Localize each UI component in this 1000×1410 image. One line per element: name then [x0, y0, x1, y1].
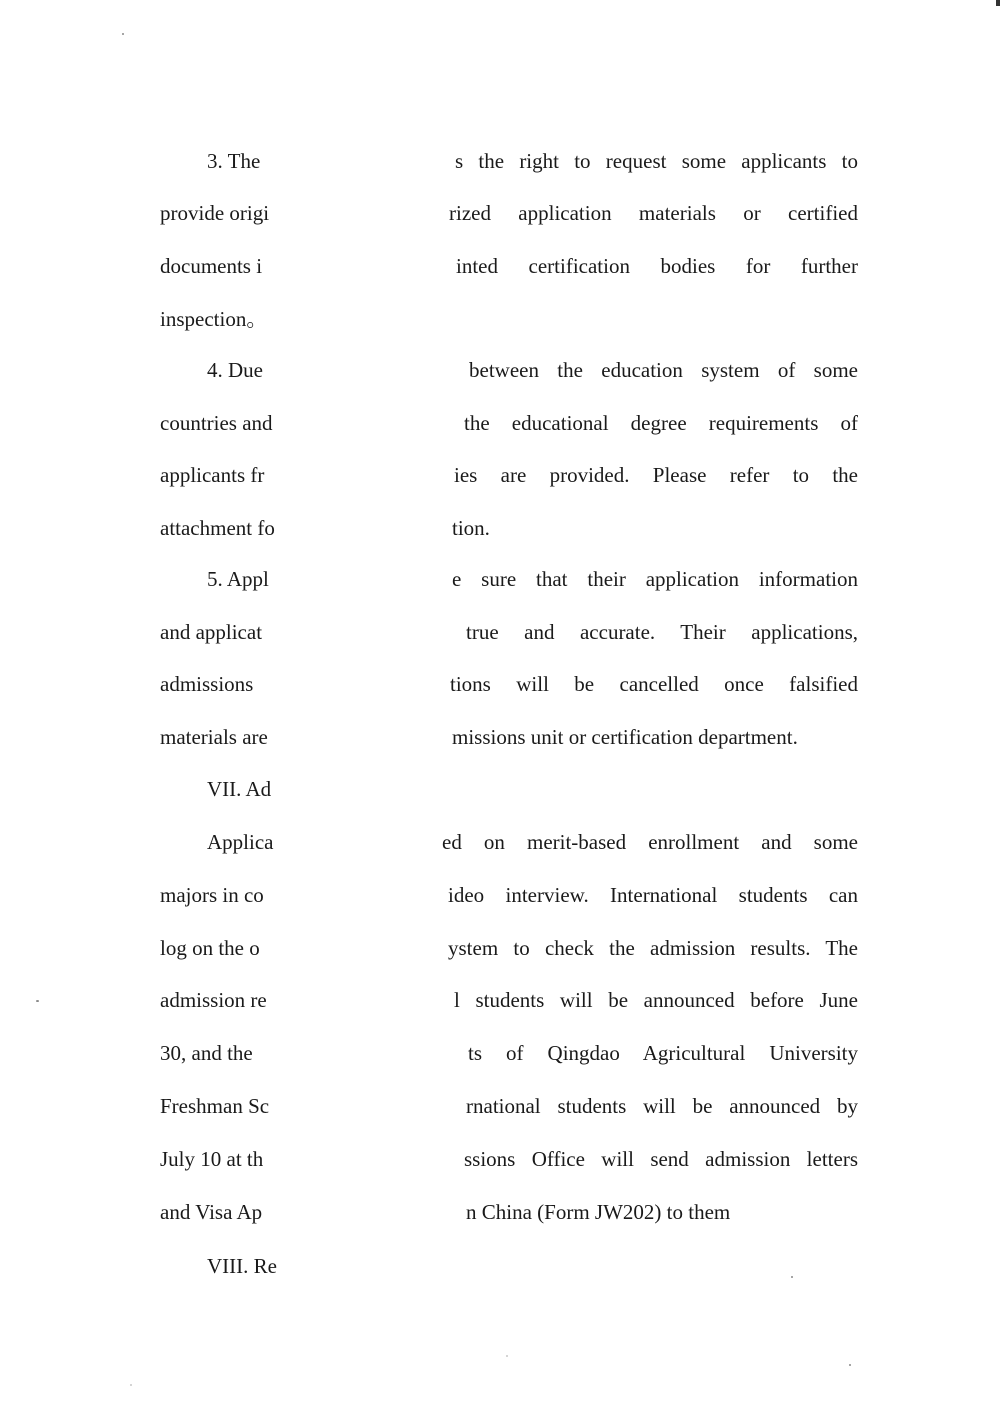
line-left-fragment: provide origi: [160, 201, 270, 225]
line-right-fragment: rnational students will be announced by: [466, 1094, 858, 1118]
line-right-fragment: true and accurate. Their applications,: [466, 620, 858, 644]
heading-fragment: VII. Ad: [207, 777, 272, 801]
line-right-fragment: ed on merit-based enrollment and some: [442, 830, 858, 854]
line-left-fragment: 4. Due: [207, 358, 263, 382]
line-right-fragment: ies are provided. Please refer to the: [454, 463, 858, 487]
heading-fragment: VIII. Re: [207, 1254, 277, 1278]
line-left-fragment: admissions: [160, 672, 254, 696]
line-right-fragment: ystem to check the admission results. The: [448, 936, 858, 960]
line-left-fragment: countries and: [160, 411, 273, 435]
line-right-fragment: l students will be announced before June: [454, 988, 858, 1012]
line-right-fragment: tion.: [452, 516, 490, 540]
line-left-fragment: and Visa Ap: [160, 1200, 263, 1224]
scan-speck: [996, 0, 1000, 6]
line-left-fragment: Applica: [207, 830, 274, 854]
line-right-fragment: n China (Form JW202) to them: [466, 1200, 731, 1224]
section-heading: [207, 776, 271, 802]
line-left-fragment: majors in co: [160, 883, 264, 907]
scan-speck: [122, 33, 124, 35]
line-left-fragment: inspection。: [160, 307, 268, 331]
scan-speck: [849, 1364, 851, 1366]
line-left-fragment: admission re: [160, 988, 267, 1012]
scan-speck: [791, 1276, 793, 1278]
text-line: [160, 306, 267, 332]
line-right-fragment: ts of Qingdao Agricultural University: [468, 1041, 858, 1065]
line-left-fragment: July 10 at th: [160, 1147, 264, 1171]
line-left-fragment: log on the o: [160, 936, 260, 960]
line-left-fragment: 5. Appl: [207, 567, 269, 591]
line-left-fragment: applicants fr: [160, 463, 265, 487]
line-left-fragment: 3. The: [207, 149, 261, 173]
line-right-fragment: tions will be cancelled once falsified: [450, 672, 858, 696]
scan-speck: [36, 1000, 39, 1002]
line-right-fragment: inted certification bodies for further: [456, 254, 858, 278]
line-right-fragment: rized application materials or certified: [449, 201, 858, 225]
line-left-fragment: documents i: [160, 254, 263, 278]
line-right-fragment: ssions Office will send admission letters: [464, 1147, 858, 1171]
scan-speck: [506, 1355, 508, 1357]
scan-speck: [130, 1384, 132, 1386]
line-right-fragment: the educational degree requirements of: [464, 411, 858, 435]
section-heading: [207, 1253, 277, 1279]
line-left-fragment: materials are: [160, 725, 268, 749]
line-left-fragment: and applicat: [160, 620, 263, 644]
line-right-fragment: e sure that their application information: [452, 567, 858, 591]
line-right-fragment: missions unit or certification department.: [452, 725, 798, 749]
line-left-fragment: 30, and the: [160, 1041, 253, 1065]
line-left-fragment: Freshman Sc: [160, 1094, 270, 1118]
line-right-fragment: between the education system of some: [469, 358, 858, 382]
line-right-fragment: s the right to request some applicants to: [455, 149, 858, 173]
line-right-fragment: ideo interview. International students can: [448, 883, 858, 907]
line-left-fragment: attachment fo: [160, 516, 275, 540]
